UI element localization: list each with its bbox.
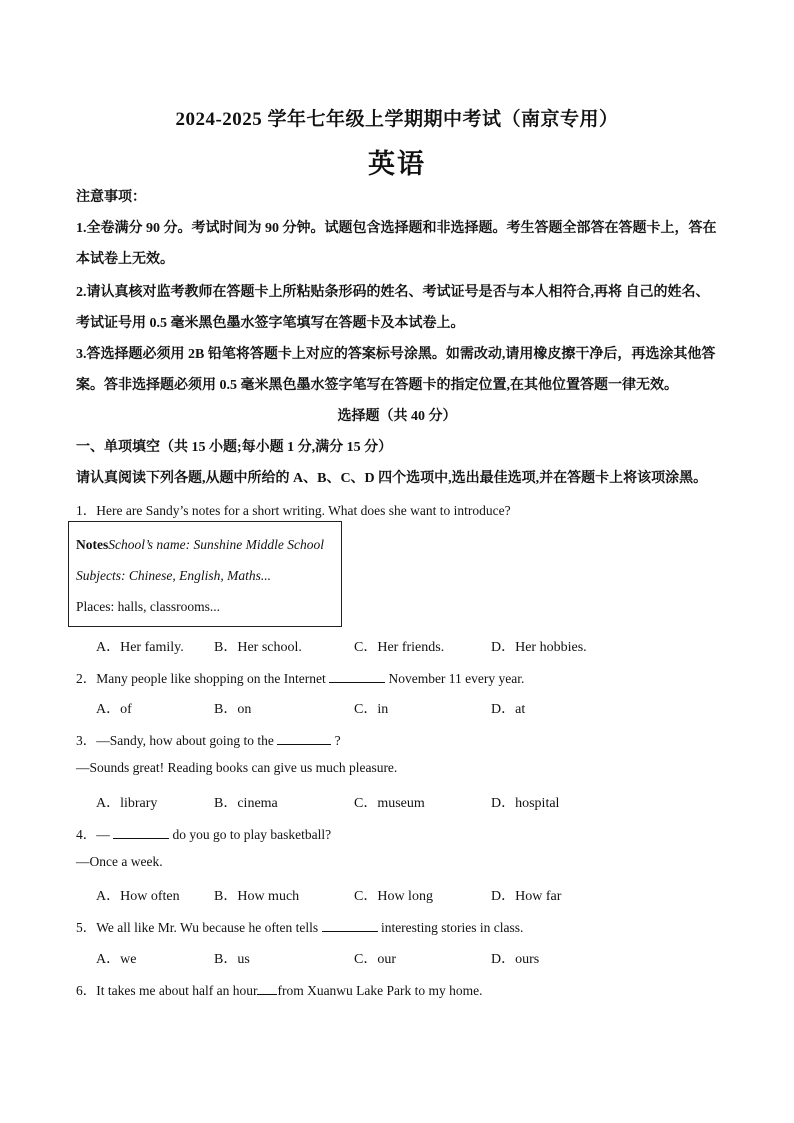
exam-title: 2024-2025 学年七年级上学期期中考试（南京专用） [175, 109, 619, 130]
q4-stem-after: do you go to play basketball? [169, 827, 332, 842]
q2-answer-blank [329, 670, 385, 683]
section-title: 选择题（共 40 分） [337, 409, 457, 424]
notes-school-name: School’s name: Sunshine Middle School [108, 537, 324, 552]
q6-answer-blank [257, 982, 277, 995]
q5-stem-after: interesting stories in class. [377, 920, 524, 935]
notice-item-3: 3.答选择题必须用 2B 铅笔将答题卡上对应的答案标号涂黑。如需改动,请用橡皮擦干净后，再选涂其他答 [76, 347, 716, 362]
notes-box [68, 521, 342, 627]
notes-places: Places: halls, classrooms... [76, 599, 220, 614]
q3-stem-after: ? [331, 733, 341, 748]
q5-stem-before: 5．We all like Mr. Wu because he often tells [76, 920, 322, 935]
q5-option-a[interactable]: A．we [96, 952, 137, 967]
q3-option-b[interactable]: B．cinema [214, 796, 278, 811]
notice-item-3-cont: 案。答非选择题必须用 0.5 毫米黑色墨水签字笔写在答题卡的指定位置,在其他位置答题一律无效。 [76, 378, 678, 393]
question-5-stem [76, 916, 523, 936]
q2-option-d[interactable]: D．at [491, 702, 526, 717]
q5-answer-blank [322, 919, 378, 932]
subject-title: 英语 [368, 149, 426, 179]
q4-answer-blank [113, 826, 169, 839]
notice-item-1-cont: 本试卷上无效。 [76, 252, 174, 267]
q5-option-b[interactable]: B．us [214, 952, 250, 967]
q4-option-d[interactable]: D．How far [491, 889, 562, 904]
q2-option-a[interactable]: A．of [96, 702, 132, 717]
q6-stem-before: 6．It takes me about half an hour [76, 983, 258, 998]
q2-stem-after: November 11 every year. [385, 671, 525, 686]
q3-stem-before: 3．—Sandy, how about going to the [76, 733, 278, 748]
q3-option-c[interactable]: C．museum [354, 796, 425, 811]
q2-stem-before: 2．Many people like shopping on the Internet [76, 671, 330, 686]
notice-item-2: 2.请认真核对监考教师在答题卡上所粘贴条形码的姓名、考试证号是否与本人相符合,再将 自己的姓名、 [76, 285, 710, 300]
q2-option-c[interactable]: C．in [354, 702, 389, 717]
notice-item-2-cont: 考试证号用 0.5 毫米黑色墨水签字笔填写在答题卡及本试卷上。 [76, 316, 465, 331]
notice-item-1: 1.全卷满分 90 分。考试时间为 90 分钟。试题包含选择题和非选择题。考生答题全部答在答题卡上，答在 [76, 221, 717, 236]
q1-option-c[interactable]: C．Her friends. [354, 640, 445, 655]
q4-stem-before: 4．— [76, 827, 114, 842]
notes-subjects: Subjects: Chinese, English, Maths... [76, 568, 271, 583]
part1-instruction: 请认真阅读下列各题,从题中所给的 A、B、C、D 四个选项中,选出最佳选项,并在答题卡上将该项涂黑。 [76, 471, 708, 486]
q3-answer-blank [277, 732, 331, 745]
q1-option-d[interactable]: D．Her hobbies. [491, 640, 587, 655]
question-6-stem [76, 979, 483, 999]
q5-option-c[interactable]: C．our [354, 952, 396, 967]
question-4-reply: —Once a week. [76, 854, 163, 869]
q4-option-c[interactable]: C．How long [354, 889, 433, 904]
q6-stem-after: from Xuanwu Lake Park to my home. [277, 983, 483, 998]
q3-option-a[interactable]: A．library [96, 796, 158, 811]
q4-option-b[interactable]: B．How much [214, 889, 300, 904]
q4-option-a[interactable]: A．How often [96, 889, 180, 904]
question-4-stem [76, 823, 331, 843]
question-3-stem [76, 729, 341, 749]
q1-option-b[interactable]: B．Her school. [214, 640, 302, 655]
part1-heading: 一、单项填空（共 15 小题;每小题 1 分,满分 15 分） [76, 440, 393, 455]
question-3-reply: —Sounds great! Reading books can give us much pleasure. [76, 760, 398, 775]
notes-label: Notes [76, 537, 109, 552]
question-2-stem [76, 667, 524, 687]
q1-option-a[interactable]: A．Her family. [96, 640, 184, 655]
notes-name-line [76, 537, 324, 553]
notice-heading: 注意事项： [76, 190, 146, 205]
q2-option-b[interactable]: B．on [214, 702, 252, 717]
question-1-stem: 1．Here are Sandy’s notes for a short writing. What does she want to introduce? [76, 503, 511, 518]
q5-option-d[interactable]: D．ours [491, 952, 540, 967]
q3-option-d[interactable]: D．hospital [491, 796, 560, 811]
